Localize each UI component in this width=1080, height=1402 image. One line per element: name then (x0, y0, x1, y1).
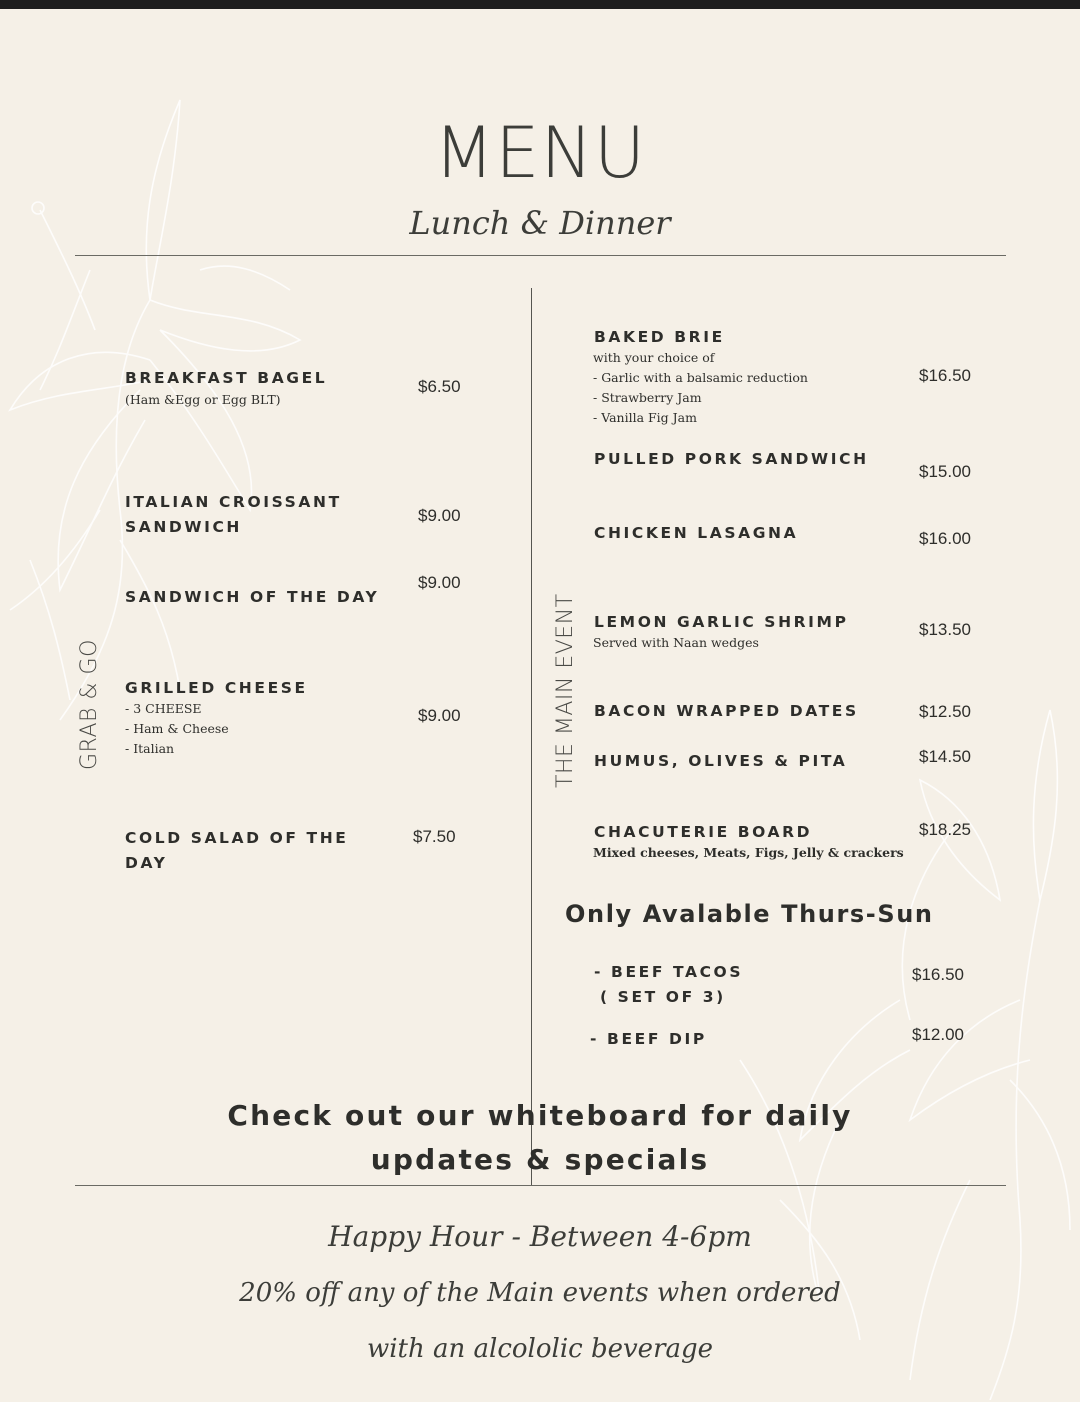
happy-hour-title: Happy Hour - Between 4-6pm (328, 1220, 752, 1253)
item-description: - Garlic with a balsamic reduction (593, 370, 808, 385)
item-price: $6.50 (418, 377, 461, 396)
item-name: SANDWICH OF THE DAY (125, 588, 380, 606)
item-price: $14.50 (919, 747, 971, 766)
item-description: - Ham & Cheese (125, 721, 229, 736)
item-description: - Italian (125, 741, 175, 756)
item-price: $15.00 (919, 462, 971, 481)
item-price: $7.50 (413, 827, 456, 846)
item-price: $12.50 (919, 702, 971, 721)
item-name: COLD SALAD OF THE (125, 829, 349, 847)
item-name: BAKED BRIE (594, 328, 725, 346)
item-description: with your choice of (593, 350, 715, 365)
item-description: - Vanilla Fig Jam (593, 410, 697, 425)
item-price: $9.00 (418, 573, 461, 592)
bottom-divider (75, 1185, 1006, 1186)
section-label-main-event: THE MAIN EVENT (553, 593, 578, 788)
section-label-grab-and-go: GRAB & GO (77, 639, 102, 770)
item-description: - 3 CHEESE (125, 701, 202, 716)
happy-hour-line3: with an alcololic beverage (366, 1334, 714, 1364)
item-name: PULLED PORK SANDWICH (594, 450, 869, 468)
item-price: $13.50 (919, 620, 971, 639)
item-price: $9.00 (418, 706, 461, 725)
item-name: ITALIAN CROISSANT (125, 493, 342, 511)
menu-subtitle: Lunch & Dinner (409, 204, 671, 242)
item-name: CHACUTERIE BOARD (594, 823, 813, 841)
menu-title: MENU (433, 112, 647, 194)
item-description: (Ham &Egg or Egg BLT) (125, 392, 281, 407)
item-price: $18.25 (919, 820, 971, 839)
special-item-price: $16.50 (912, 965, 964, 984)
special-item-name-line2: ( SET OF 3) (600, 988, 726, 1006)
top-divider (75, 255, 1006, 256)
special-item-name: - BEEF DIP (590, 1030, 707, 1048)
item-name: GRILLED CHEESE (125, 679, 308, 697)
item-price: $16.00 (919, 529, 971, 548)
item-name: HUMUS, OLIVES & PITA (594, 752, 848, 770)
item-description: Served with Naan wedges (593, 635, 759, 650)
item-name-line2: SANDWICH (125, 518, 243, 536)
happy-hour-line2: 20% off any of the Main events when ordered (239, 1278, 841, 1308)
item-description: Mixed cheeses, Meats, Figs, Jelly & crackers (593, 845, 904, 860)
item-description: - Strawberry Jam (593, 390, 702, 405)
item-name: BREAKFAST BAGEL (125, 369, 328, 387)
column-divider (531, 288, 532, 1186)
item-price: $16.50 (919, 366, 971, 385)
item-name: CHICKEN LASAGNA (594, 524, 799, 542)
item-name: BACON WRAPPED DATES (594, 702, 859, 720)
item-price: $9.00 (418, 506, 461, 525)
item-name-line2: DAY (125, 854, 168, 872)
specials-heading: Only Avalable Thurs-Sun (565, 900, 934, 928)
top-bar (0, 0, 1080, 9)
whiteboard-note-line1: Check out our whiteboard for daily (227, 1099, 853, 1132)
whiteboard-note-line2: updates & specials (370, 1143, 710, 1176)
whiteboard-note (0, 1094, 1080, 1182)
special-item-name: - BEEF TACOS (594, 963, 744, 981)
special-item-price: $12.00 (912, 1025, 964, 1044)
item-name: LEMON GARLIC SHRIMP (594, 613, 849, 631)
